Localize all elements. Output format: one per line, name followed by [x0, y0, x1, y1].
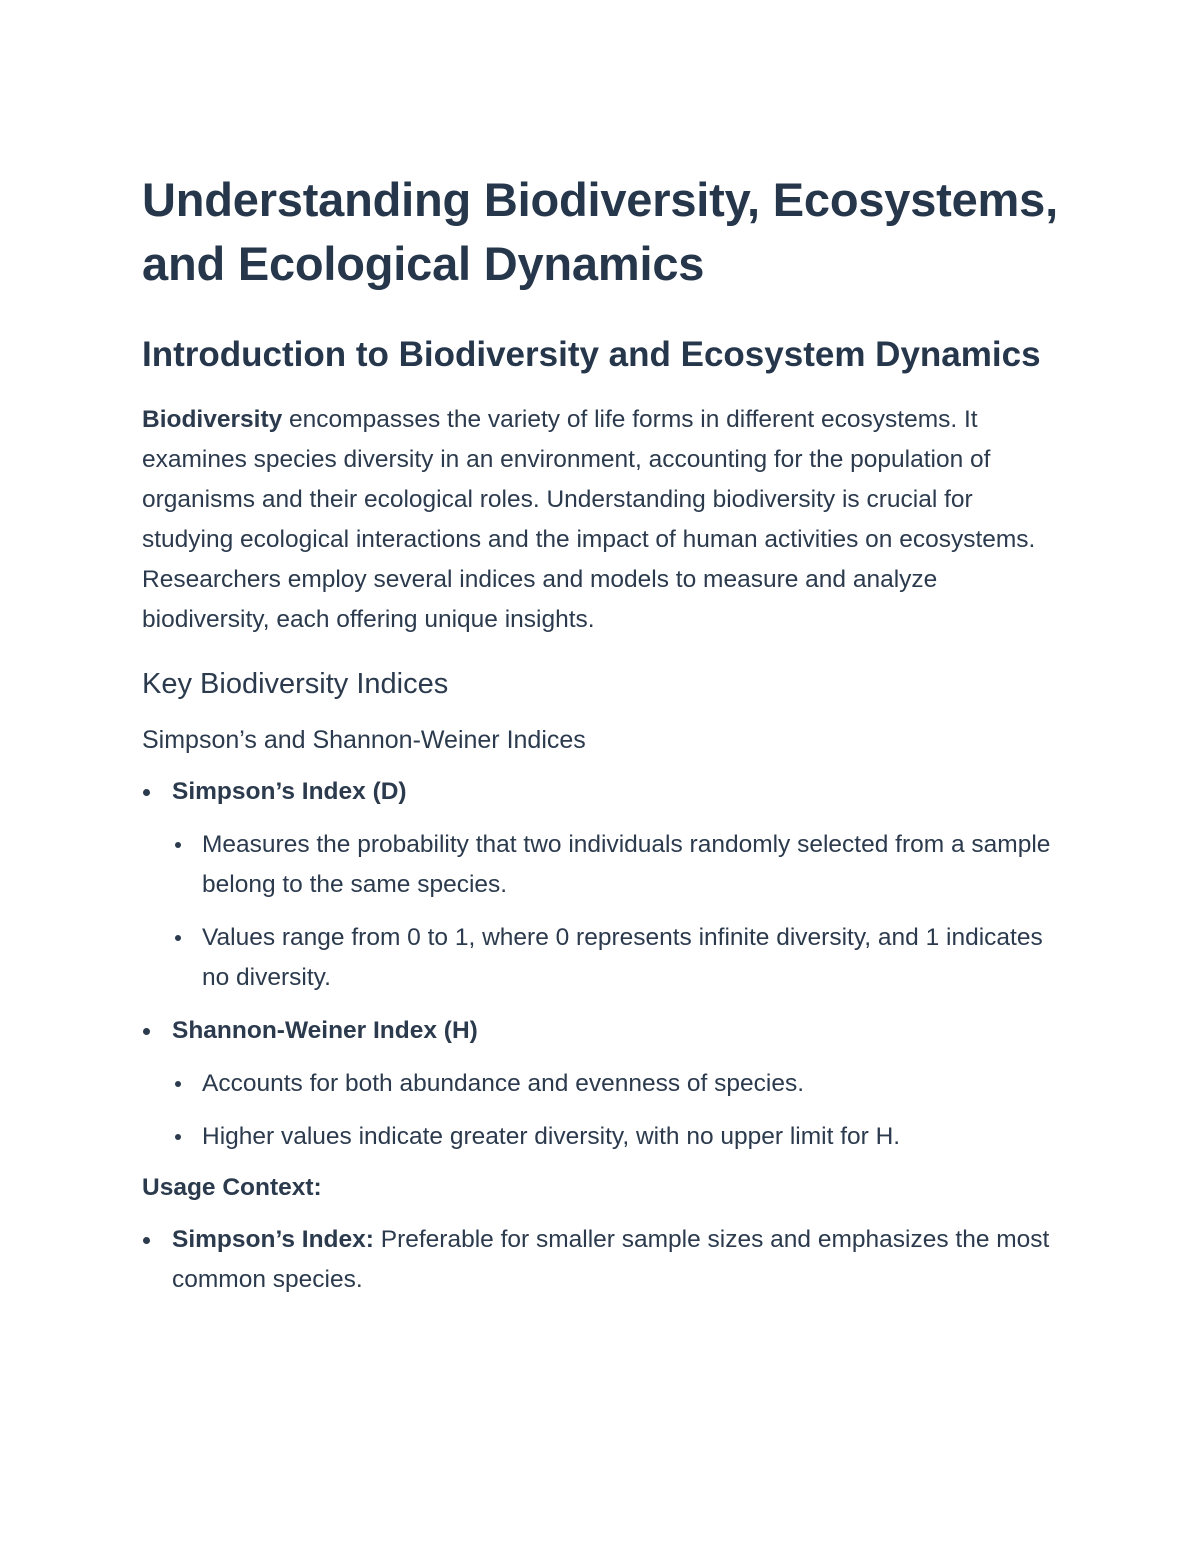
section-heading-intro: Introduction to Biodiversity and Ecosystem Dynamics — [142, 335, 1041, 374]
list-item — [142, 1011, 1062, 1157]
sub-list-item: Accounts for both abundance and evenness of species. — [172, 1064, 1062, 1104]
subheading-simpson-shannon: Simpson’s and Shannon-Weiner Indices — [142, 726, 586, 754]
list-item — [142, 772, 1062, 998]
sub-list — [172, 825, 1062, 998]
list-item-text: Preferable for smaller sample sizes and emphasizes the most common species. — [172, 1226, 1050, 1293]
list-item-label: Shannon-Weiner Index (H) — [172, 1017, 478, 1044]
list-item-label: Simpson’s Index (D) — [172, 778, 407, 805]
sub-list-item: Higher values indicate greater diversity, with no upper limit for H. — [172, 1117, 1062, 1157]
document-title: Understanding Biodiversity, Ecosystems, and Ecological Dynamics — [142, 173, 1058, 290]
sub-list-item: Measures the probability that two individuals randomly selected from a sample belong to the same species. — [172, 825, 1062, 905]
list-item — [142, 1220, 1062, 1300]
usage-context-label: Usage Context: — [142, 1174, 322, 1201]
intro-paragraph-text: encompasses the variety of life forms in different ecosystems. It examines species diversity in an environment, accounting for the population of organisms and their ecological roles. Understanding biodiversity is crucial for studying ecological interactions and the impact of human activities on ecosystems. Researchers employ several indices and models to measure and analyze biodiversity, each offering unique insights. — [142, 406, 1036, 633]
usage-list — [142, 1220, 1062, 1300]
indices-list — [142, 772, 1062, 1157]
list-item-label: Simpson’s Index: — [172, 1226, 374, 1253]
intro-paragraph — [142, 400, 1062, 640]
sub-list — [172, 1064, 1062, 1157]
intro-paragraph-bold-term: Biodiversity — [142, 406, 283, 433]
section-heading-indices: Key Biodiversity Indices — [142, 668, 449, 700]
document-page — [142, 168, 1062, 1313]
sub-list-item: Values range from 0 to 1, where 0 represents infinite diversity, and 1 indicates no diversity. — [172, 918, 1062, 998]
